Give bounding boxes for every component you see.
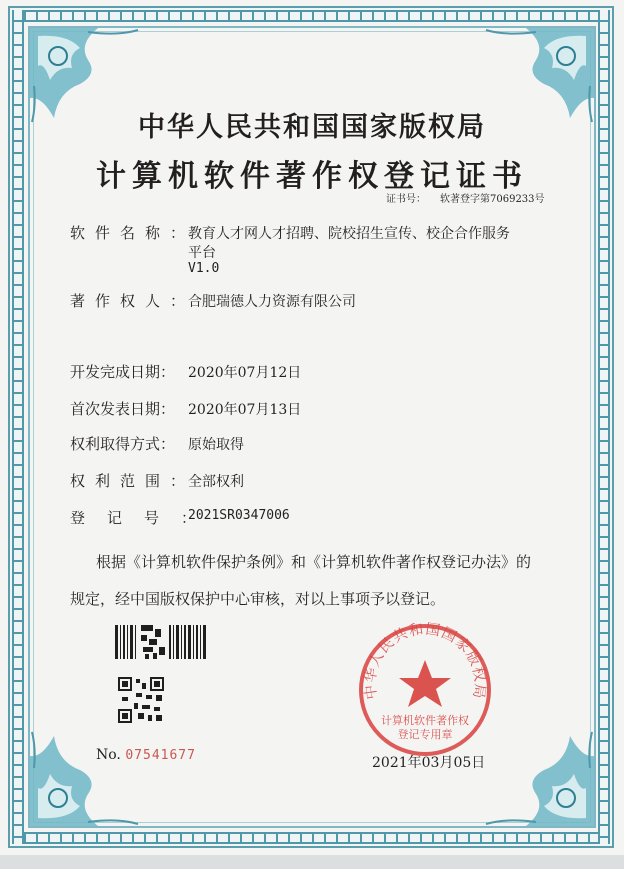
serial-number-value: 07541677 xyxy=(125,748,196,763)
first-publish-date-label: 首次发表日期： xyxy=(70,400,176,418)
certificate-number xyxy=(386,190,545,205)
svg-text:中华人民共和国国家版权局: 中华人民共和国国家版权局 xyxy=(362,621,488,701)
issuer-title: 中华人民共和国国家版权局 xyxy=(138,112,486,143)
rights-acquisition-value: 原始取得 xyxy=(188,437,244,453)
rights-scope-label: 权利范围： xyxy=(70,472,196,490)
software-name-value-line2: 平台 xyxy=(188,245,216,261)
svg-text:登记专用章: 登记专用章 xyxy=(397,728,453,741)
official-seal xyxy=(355,620,495,760)
dev-complete-date-label: 开发完成日期： xyxy=(70,363,176,381)
software-version: V1.0 xyxy=(188,261,220,276)
qr-code xyxy=(118,677,164,723)
certificate-title: 计算机软件著作权登记证书 xyxy=(96,159,528,194)
corner-ornament-bottom-left xyxy=(28,728,148,828)
rights-acquisition-label: 权利取得方式： xyxy=(70,435,176,453)
copyright-owner-value: 合肥瑞德人力资源有限公司 xyxy=(188,294,356,310)
svg-text:计算机软件著作权: 计算机软件著作权 xyxy=(381,714,469,727)
statement-line-1: 根据《计算机软件保护条例》和《计算机软件著作权登记办法》的 xyxy=(96,553,532,571)
greek-key-border-bottom xyxy=(12,832,610,844)
rights-scope-value: 全部权利 xyxy=(188,474,244,490)
copyright-owner-label: 著作权人： xyxy=(70,292,196,310)
statement-line-2: 规定，经中国版权保护中心审核，对以上事项予以登记。 xyxy=(70,590,446,608)
inner-frame-line xyxy=(33,31,591,823)
barcode xyxy=(115,625,207,659)
registration-no-label: 登记号： xyxy=(70,509,219,527)
serial-number-label: No. xyxy=(96,747,121,763)
software-name-value: 教育人才网人才招聘、院校招生宣传、校企合作服务 xyxy=(188,226,510,242)
certificate-number-label: 证书号： xyxy=(386,194,426,205)
first-publish-date-value: 2020年07月13日 xyxy=(188,402,302,418)
software-name-label: 软件名称： xyxy=(70,224,196,242)
registration-no-value: 2021SR0347006 xyxy=(188,508,290,523)
greek-key-border-top xyxy=(12,10,610,22)
serial-number xyxy=(96,747,196,763)
certificate-number-value: 软著登字第7069233号 xyxy=(440,194,545,205)
dev-complete-date-value: 2020年07月12日 xyxy=(188,365,302,381)
issue-date: 2021年03月05日 xyxy=(372,755,486,771)
scan-bottom-strip xyxy=(0,855,624,869)
